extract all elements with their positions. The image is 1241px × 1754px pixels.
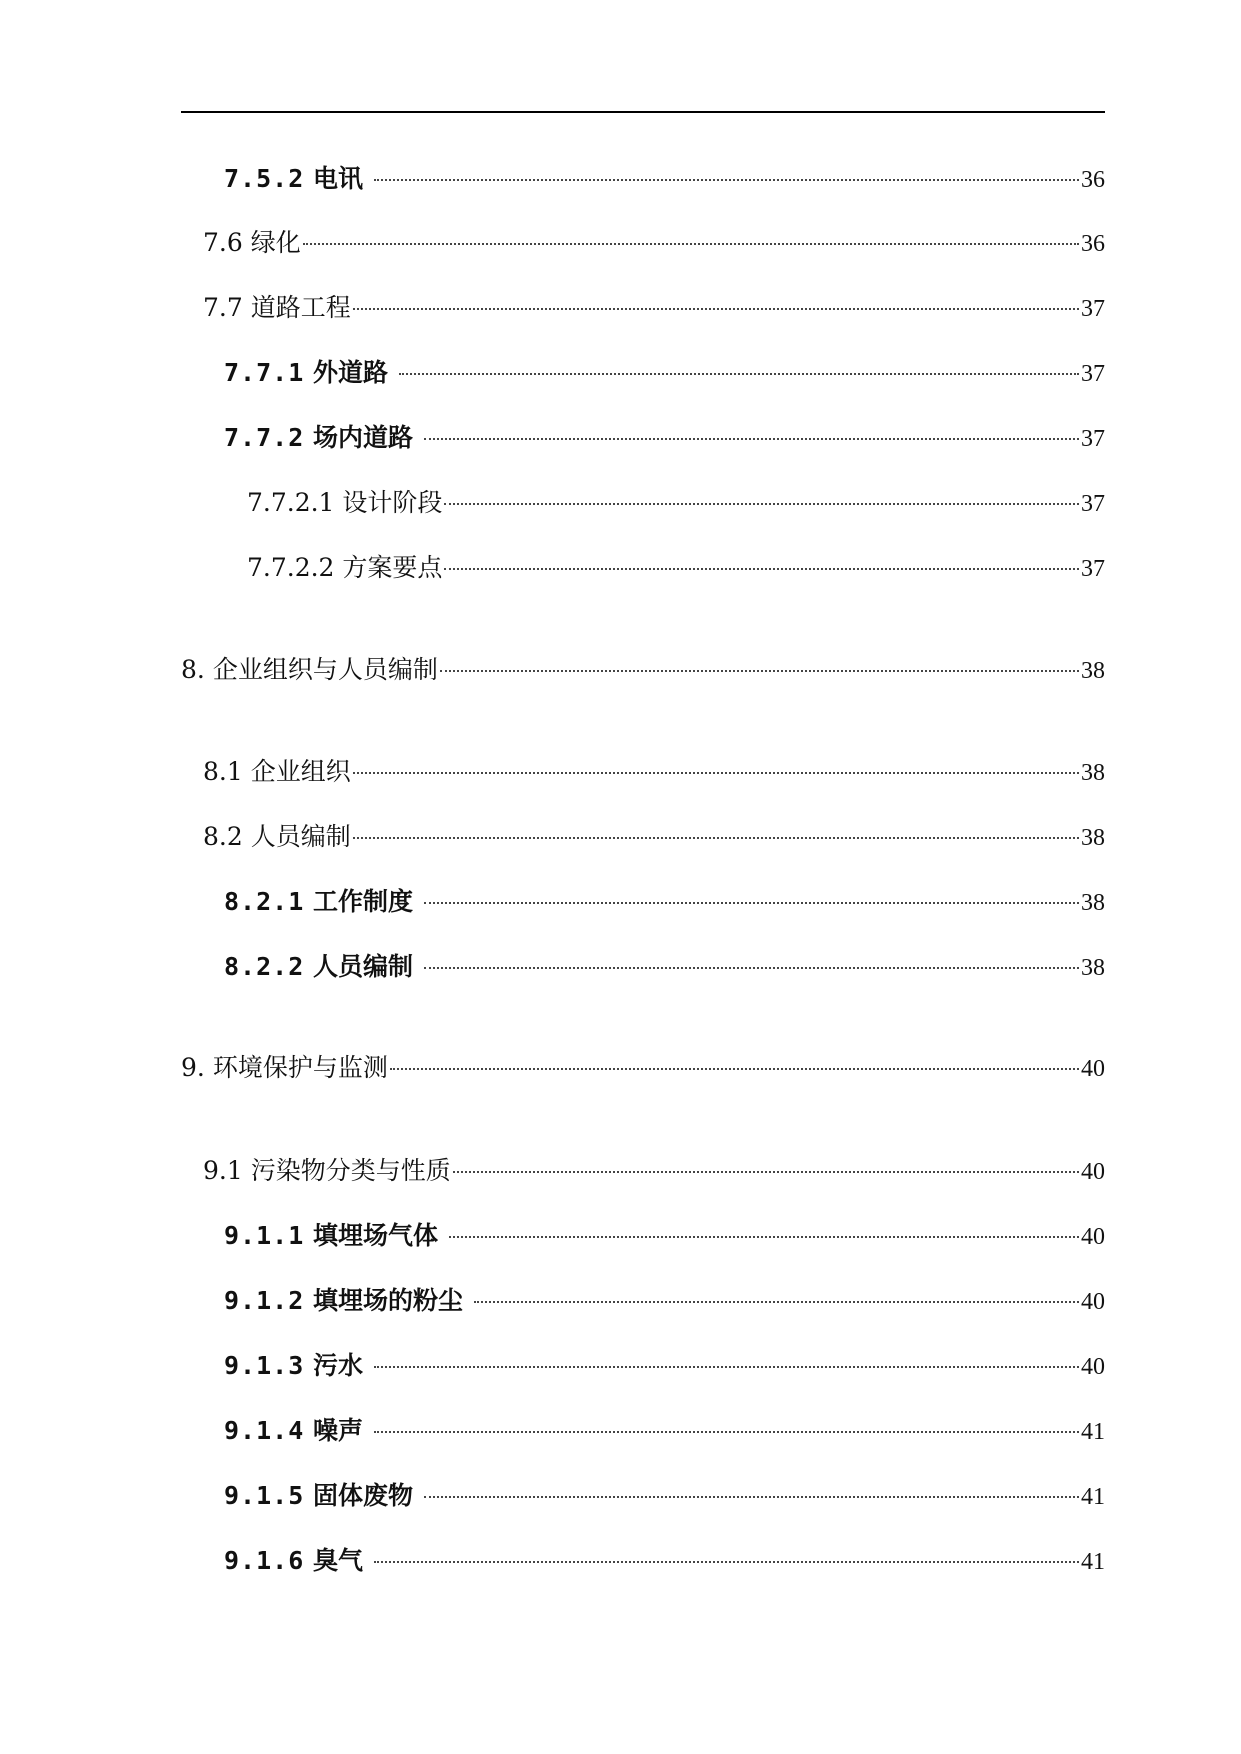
dot-leader xyxy=(444,568,1079,570)
dot-leader xyxy=(444,503,1079,505)
toc-page-number: 38 xyxy=(1081,955,1105,981)
toc-page-number: 38 xyxy=(1081,760,1105,786)
toc-entry-label: 9. 环境保护与监测 xyxy=(181,1053,388,1082)
toc-page-number: 40 xyxy=(1081,1224,1105,1250)
toc-entry-label: 8.2.1 工作制度 xyxy=(224,887,413,916)
toc-entry[interactable] xyxy=(224,884,1105,920)
toc-page-number: 41 xyxy=(1081,1484,1105,1510)
toc-page-number: 37 xyxy=(1081,491,1105,517)
toc-entry-label: 7.7.2.2 方案要点 xyxy=(247,553,443,582)
toc-entry[interactable] xyxy=(224,1283,1105,1319)
toc-page-number: 40 xyxy=(1081,1354,1105,1380)
toc-entry[interactable] xyxy=(224,949,1105,985)
toc-entry-label: 7.7.2 场内道路 xyxy=(224,423,413,452)
toc-entry[interactable] xyxy=(224,1543,1105,1579)
dot-leader xyxy=(374,179,1079,181)
toc-page-number: 40 xyxy=(1081,1289,1105,1315)
dot-leader xyxy=(424,438,1079,440)
dot-leader xyxy=(424,902,1079,904)
toc-entry[interactable] xyxy=(203,290,1105,326)
toc-entry-label: 9.1.1 填埋场气体 xyxy=(224,1221,438,1250)
dot-leader xyxy=(474,1301,1079,1303)
toc-page-number: 41 xyxy=(1081,1419,1105,1445)
toc-entry[interactable] xyxy=(181,652,1105,688)
toc-page-number: 41 xyxy=(1081,1549,1105,1575)
toc-page-number: 40 xyxy=(1081,1159,1105,1185)
toc-entry[interactable] xyxy=(224,1348,1105,1384)
toc-entry-label: 8. 企业组织与人员编制 xyxy=(181,655,438,684)
dot-leader xyxy=(374,1561,1079,1563)
toc-entry-label: 9.1.5 固体废物 xyxy=(224,1481,413,1510)
toc-page-number: 38 xyxy=(1081,890,1105,916)
toc-page-number: 37 xyxy=(1081,361,1105,387)
toc-entry-label: 7.6 绿化 xyxy=(203,228,301,257)
toc-entry-label: 7.5.2 电讯 xyxy=(224,164,363,193)
toc-entry-label: 8.2.2 人员编制 xyxy=(224,952,413,981)
toc-entry-label: 9.1.2 填埋场的粉尘 xyxy=(224,1286,463,1315)
dot-leader xyxy=(424,967,1079,969)
toc-entry[interactable] xyxy=(203,754,1105,790)
dot-leader xyxy=(353,772,1079,774)
toc-entry[interactable] xyxy=(224,420,1105,456)
toc-entry[interactable] xyxy=(203,819,1105,855)
dot-leader xyxy=(390,1068,1079,1070)
toc-entry-label: 9.1.3 污水 xyxy=(224,1351,363,1380)
toc-entry[interactable] xyxy=(224,1413,1105,1449)
toc-page-number: 37 xyxy=(1081,426,1105,452)
toc-entry[interactable] xyxy=(247,485,1105,521)
toc-page-number: 36 xyxy=(1081,231,1105,257)
toc-entry[interactable] xyxy=(224,1478,1105,1514)
toc-entry-label: 7.7.2.1 设计阶段 xyxy=(247,488,443,517)
dot-leader xyxy=(353,837,1079,839)
dot-leader xyxy=(374,1366,1079,1368)
toc-entry[interactable] xyxy=(224,1218,1105,1254)
toc-entry[interactable] xyxy=(203,225,1105,261)
toc-entry[interactable] xyxy=(224,355,1105,391)
dot-leader xyxy=(449,1236,1079,1238)
dot-leader xyxy=(453,1171,1079,1173)
toc-entry[interactable] xyxy=(181,1050,1105,1086)
dot-leader xyxy=(353,308,1079,310)
dot-leader xyxy=(399,373,1079,375)
toc-entry-label: 8.2 人员编制 xyxy=(203,822,351,851)
toc-entry[interactable] xyxy=(247,550,1105,586)
toc-entry-label: 8.1 企业组织 xyxy=(203,757,351,786)
toc-entry-label: 9.1 污染物分类与性质 xyxy=(203,1156,451,1185)
toc-page-number: 37 xyxy=(1081,296,1105,322)
toc-page-number: 37 xyxy=(1081,556,1105,582)
toc-entry[interactable] xyxy=(203,1153,1105,1189)
toc-page-number: 38 xyxy=(1081,658,1105,684)
toc-entry[interactable] xyxy=(224,161,1105,197)
dot-leader xyxy=(424,1496,1079,1498)
toc-entry-label: 9.1.6 臭气 xyxy=(224,1546,363,1575)
toc-page-number: 40 xyxy=(1081,1056,1105,1082)
dot-leader xyxy=(374,1431,1079,1433)
toc-entry-label: 9.1.4 噪声 xyxy=(224,1416,363,1445)
toc-entry-label: 7.7.1 外道路 xyxy=(224,358,388,387)
toc-entry-label: 7.7 道路工程 xyxy=(203,293,351,322)
dot-leader xyxy=(440,670,1079,672)
toc-page-number: 38 xyxy=(1081,825,1105,851)
toc-page-number: 36 xyxy=(1081,167,1105,193)
dot-leader xyxy=(303,243,1079,245)
